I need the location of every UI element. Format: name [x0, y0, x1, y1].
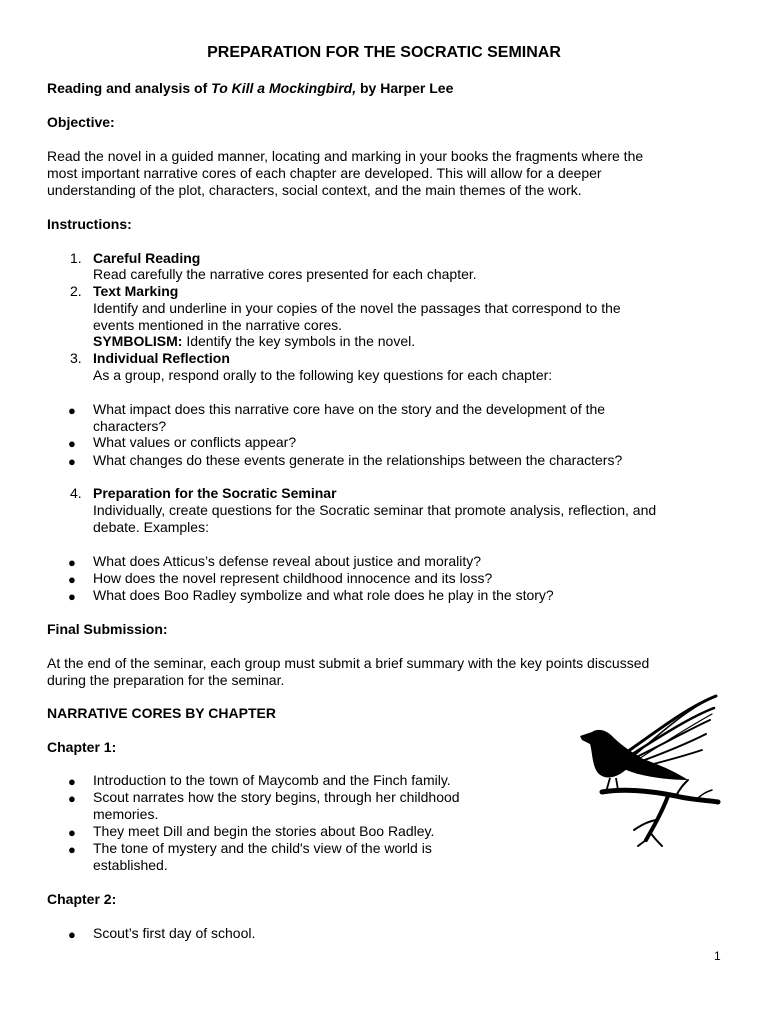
chapter-1-item: Introduction to the town of Maycomb and the Finch family. [93, 772, 451, 788]
narrative-cores-heading: NARRATIVE CORES BY CHAPTER [47, 705, 276, 721]
chapter-1-item: Scout narrates how the story begins, through her childhood [93, 789, 460, 805]
item-text: Individually, create questions for the Socratic seminar that promote analysis, reflection, and [93, 502, 657, 518]
bullet: ● [68, 555, 76, 570]
item-number: 1. [70, 250, 82, 266]
question-item: What changes do these events generate in the relationships between the characters? [93, 452, 623, 468]
bullet: ● [68, 436, 76, 451]
final-heading: Final Submission: [47, 621, 168, 637]
item-text: As a group, respond orally to the following key questions for each chapter: [93, 367, 553, 383]
chapter-2-item: Scout’s first day of school. [93, 925, 256, 941]
bullet: ● [68, 774, 76, 789]
subtitle-prefix: Reading and analysis of [47, 80, 212, 96]
item-number: 4. [70, 485, 82, 501]
page-title: PREPARATION FOR THE SOCRATIC SEMINAR [207, 44, 561, 61]
objective-line-3: understanding of the plot, characters, social context, and the main themes of the work. [47, 182, 582, 198]
book-title: To Kill a Mockingbird, [211, 80, 357, 96]
item-number: 2. [70, 283, 82, 299]
item-text: Identify and underline in your copies of the novel the passages that correspond to the [93, 300, 621, 316]
example-item: What does Atticus’s defense reveal about justice and morality? [93, 553, 482, 569]
bullet: ● [68, 825, 76, 840]
objective-heading: Objective: [47, 114, 115, 130]
final-line-1: At the end of the seminar, each group must submit a brief summary with the key points discussed [47, 655, 650, 671]
chapter-1-heading: Chapter 1: [47, 739, 117, 755]
item-text: events mentioned in the narrative cores. [93, 317, 343, 333]
question-item: characters? [93, 418, 167, 434]
mockingbird-illustration [576, 688, 724, 848]
chapter-1-item: They meet Dill and begin the stories about Boo Radley. [93, 823, 435, 839]
item-number: 3. [70, 350, 82, 366]
objective-line-2: most important narrative cores of each chapter are developed. This will allow for a deeper [47, 165, 602, 181]
question-item: What values or conflicts appear? [93, 434, 297, 450]
item-title-individual-reflection: Individual Reflection [93, 350, 230, 366]
page-number: 1 [714, 949, 721, 963]
example-item: What does Boo Radley symbolize and what role does he play in the story? [93, 587, 554, 603]
bullet: ● [68, 791, 76, 806]
example-item: How does the novel represent childhood innocence and its loss? [93, 570, 493, 586]
item-title-careful-reading: Careful Reading [93, 250, 201, 266]
bullet: ● [68, 572, 76, 587]
final-line-2: during the preparation for the seminar. [47, 672, 285, 688]
instructions-heading: Instructions: [47, 216, 132, 232]
objective-line-1: Read the novel in a guided manner, locating and marking in your books the fragments where the [47, 148, 644, 164]
chapter-1-item: The tone of mystery and the child's view of the world is [93, 840, 432, 856]
item-text: Read carefully the narrative cores presented for each chapter. [93, 266, 477, 282]
subtitle-suffix: by Harper Lee [356, 80, 454, 96]
item-title-seminar-prep: Preparation for the Socratic Seminar [93, 485, 337, 501]
bullet: ● [68, 927, 76, 942]
symbolism-text: Identify the key symbols in the novel. [182, 333, 416, 349]
chapter-2-heading: Chapter 2: [47, 891, 117, 907]
item-text: debate. Examples: [93, 519, 209, 535]
question-item: What impact does this narrative core have on the story and the development of the [93, 401, 606, 417]
bullet: ● [68, 589, 76, 604]
chapter-1-item: established. [93, 857, 168, 873]
symbolism-line [93, 333, 415, 350]
bullet: ● [68, 842, 76, 857]
subtitle [47, 80, 453, 97]
symbolism-label: SYMBOLISM: [93, 333, 183, 349]
item-title-text-marking: Text Marking [93, 283, 179, 299]
chapter-1-item: memories. [93, 806, 159, 822]
bullet: ● [68, 454, 76, 469]
bullet: ● [68, 403, 76, 418]
